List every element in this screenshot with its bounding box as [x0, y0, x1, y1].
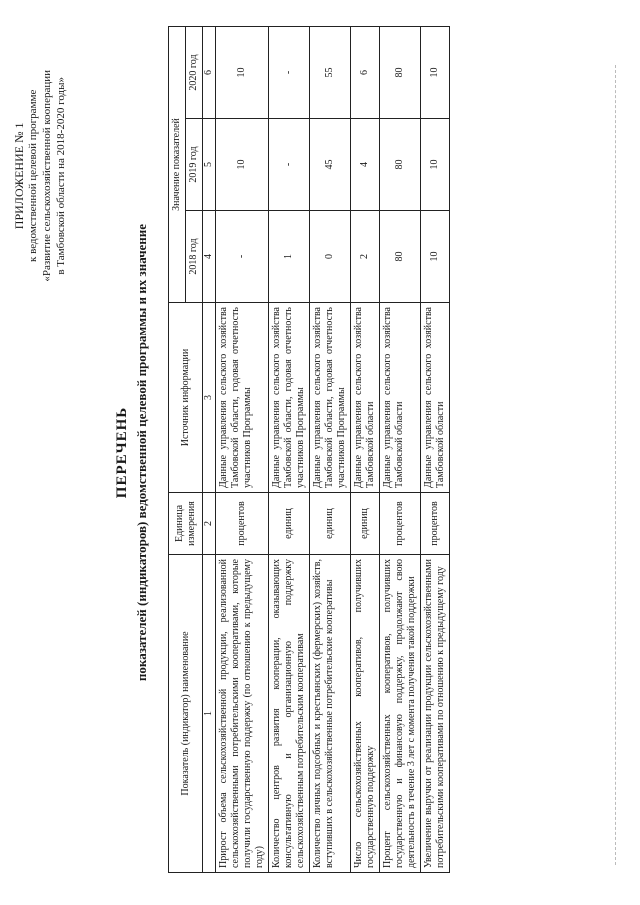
appendix-line-1: ПРИЛОЖЕНИЕ № 1	[12, 122, 26, 230]
cell-2019: 10	[421, 119, 450, 211]
indicators-table	[168, 26, 450, 873]
col-number: 1	[203, 555, 216, 873]
appendix-block	[12, 70, 68, 282]
cell-unit: единиц	[351, 493, 380, 555]
cell-2020: 10	[421, 26, 450, 118]
appendix-line-4: в Тамбовской области на 2018-2020 годы»	[55, 77, 67, 275]
table-row	[421, 26, 450, 872]
table-header-row	[169, 26, 186, 872]
cell-source: Данные управления сельского хозяйства Тамбовской области	[351, 303, 380, 493]
cell-2019: 80	[380, 119, 421, 211]
cell-unit: единиц	[269, 493, 310, 555]
document-subheading: показателей (индикаторов) ведомственной целевой программы и их значение	[134, 223, 149, 682]
cell-unit: единиц	[310, 493, 351, 555]
cell-source: Данные управления сельского хозяйства Тамбовской области	[421, 303, 450, 493]
header-2018: 2018 год	[186, 211, 203, 303]
header-values: Значение показателей	[169, 26, 186, 302]
cell-unit: процентов	[216, 493, 269, 555]
appendix-line-2: к ведомственной целевой программе	[27, 89, 39, 263]
cell-indicator: Процент сельскохозяйственных кооперативов, получивших государственную и финансовую поддержку, продолжают свою деятельность в течение 3 лет с момента получения такой поддержки	[380, 555, 421, 873]
cell-indicator: Количество личных подсобных и крестьянских (фермерских) хозяйств, вступивших в сельскохозяйственные потребительские кооперативы	[310, 555, 351, 873]
cell-indicator: Число сельскохозяйственных кооперативов, получивших государственную поддержку	[351, 555, 380, 873]
cell-2018: 10	[421, 211, 450, 303]
cell-source: Данные управления сельского хозяйства Тамбовской области, годовая отчетность участников Программы	[310, 303, 351, 493]
table-row	[310, 26, 351, 872]
appendix-line-3: «Развитие сельскохозяйственной кооперации	[41, 70, 53, 282]
table-row	[380, 26, 421, 872]
cell-2018: -	[216, 211, 269, 303]
cell-unit: процентов	[421, 493, 450, 555]
cell-2019: 10	[216, 119, 269, 211]
col-number: 4	[203, 211, 216, 303]
header-indicator: Показатель (индикатор) наименование	[169, 555, 203, 873]
col-number: 6	[203, 26, 216, 118]
col-number: 3	[203, 303, 216, 493]
col-number: 2	[203, 493, 216, 555]
header-source: Источник информации	[169, 303, 203, 493]
cell-2020: 80	[380, 26, 421, 118]
cell-2020: -	[269, 26, 310, 118]
page-bottom-divider	[615, 65, 616, 865]
document-heading: ПЕРЕЧЕНЬ	[114, 406, 130, 499]
cell-2019: 4	[351, 119, 380, 211]
cell-2018: 1	[269, 211, 310, 303]
table-row	[269, 26, 310, 872]
col-number: 5	[203, 119, 216, 211]
cell-2020: 10	[216, 26, 269, 118]
cell-2020: 6	[351, 26, 380, 118]
table-row	[351, 26, 380, 872]
cell-2018: 80	[380, 211, 421, 303]
cell-source: Данные управления сельского хозяйства Тамбовской области, годовая отчетность участников Программы	[216, 303, 269, 493]
cell-2019: 45	[310, 119, 351, 211]
cell-2019: -	[269, 119, 310, 211]
cell-source: Данные управления сельского хозяйства Тамбовской области	[380, 303, 421, 493]
cell-unit: процентов	[380, 493, 421, 555]
header-2019: 2019 год	[186, 119, 203, 211]
cell-indicator: Увеличение выручки от реализации продукции сельскохозяйственными потребительскими кооперативами по отношению к предыдущему году	[421, 555, 450, 873]
cell-indicator: Количество центров развития кооперации, оказывающих консультативную и организационную поддержку сельскохозяйственным потребительским кооперативам	[269, 555, 310, 873]
cell-2020: 55	[310, 26, 351, 118]
header-2020: 2020 год	[186, 26, 203, 118]
column-number-row	[203, 26, 216, 872]
cell-2018: 2	[351, 211, 380, 303]
header-unit: Единица измерения	[169, 493, 203, 555]
cell-source: Данные управления сельского хозяйства Тамбовской области, годовая отчетность участников Программы	[269, 303, 310, 493]
cell-2018: 0	[310, 211, 351, 303]
table-row	[216, 26, 269, 872]
cell-indicator: Прирост объема сельскохозяйственной продукции, реализованной сельскохозяйственными потребительскими кооперативами, которые получили государственную поддержку (по отношению к предыдущему году)	[216, 555, 269, 873]
